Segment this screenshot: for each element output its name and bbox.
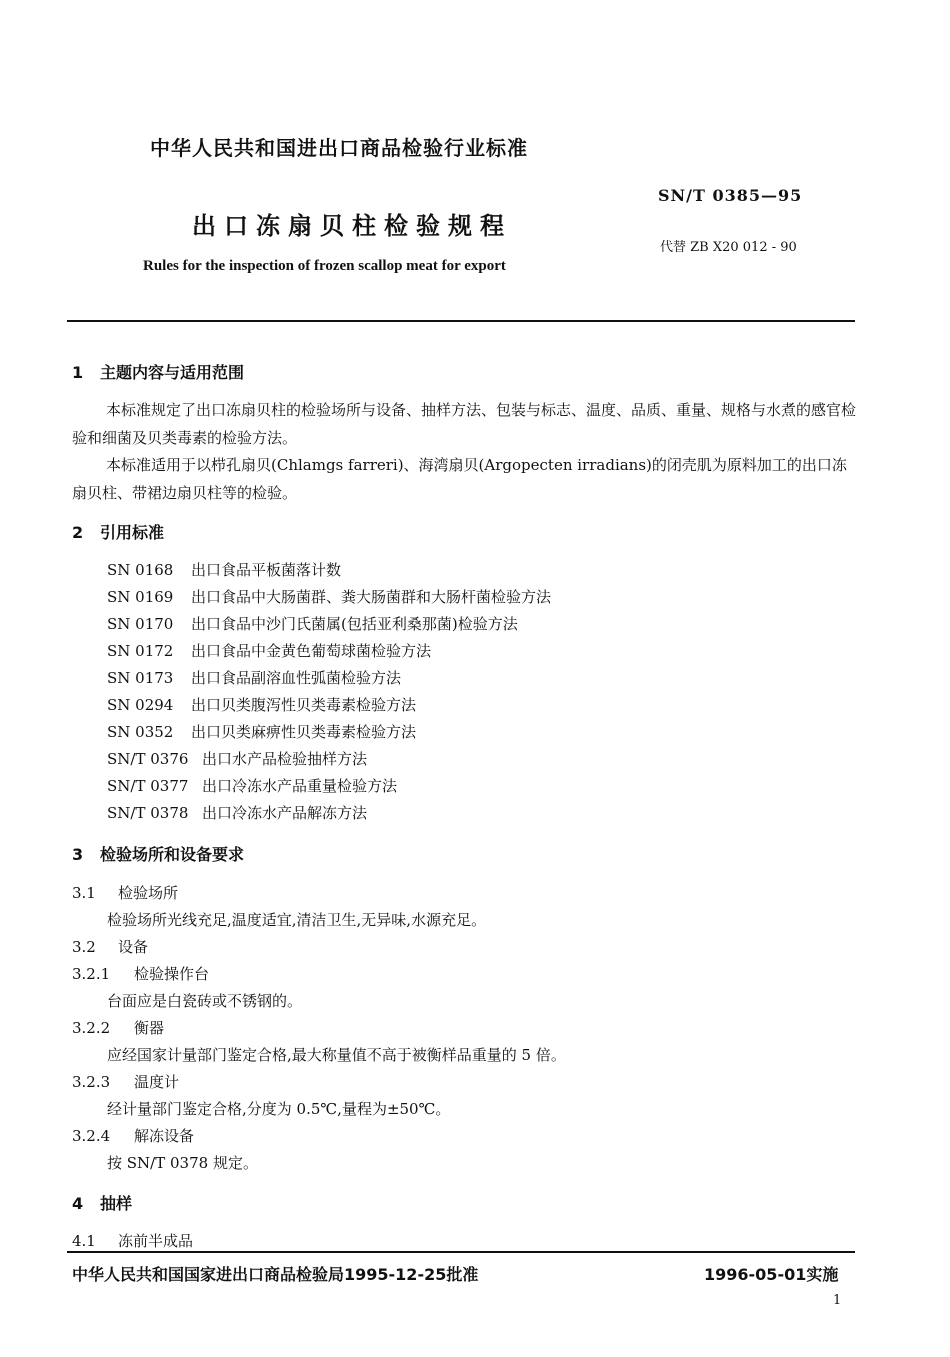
reference-item (107, 640, 431, 661)
subsection-3-2-3 (72, 1071, 179, 1092)
reference-code: SN 0173 (107, 669, 174, 687)
reference-title: 出口冷冻水产品解冻方法 (202, 804, 368, 822)
body-text: 检验场所光线充足,温度适宜,清洁卫生,无异味,水源充足。 (107, 911, 487, 929)
section-title: 主题内容与适用范围 (100, 363, 245, 382)
reference-title: 出口食品副溶血性弧菌检验方法 (191, 669, 402, 687)
section-number: 1 (72, 363, 84, 382)
body-text: 应经国家计量部门鉴定合格,最大称量值不高于被衡样品重量的 5 倍。 (107, 1046, 566, 1064)
document-title-cn: 出口冻扇贝柱检验规程 (192, 212, 512, 240)
section-number: 3 (72, 845, 84, 864)
reference-item (107, 721, 416, 742)
reference-item (107, 748, 367, 769)
reference-title: 出口食品中大肠菌群、粪大肠菌群和大肠杆菌检验方法 (191, 588, 552, 606)
reference-code: SN 0170 (107, 615, 174, 633)
reference-code: SN/T 0378 (107, 804, 189, 822)
section-title: 抽样 (100, 1194, 133, 1213)
reference-code: SN/T 0376 (107, 750, 189, 768)
body-text: 经计量部门鉴定合格,分度为 0.5℃,量程为±50℃。 (107, 1100, 451, 1118)
subsection-number: 3.1 (72, 884, 96, 902)
page-number: 1 (833, 1293, 842, 1308)
body-text: 按 SN/T 0378 规定。 (107, 1154, 258, 1172)
reference-item (107, 694, 416, 715)
paragraph: 本标准适用于以栉孔扇贝(Chlamgs farreri)、海湾扇贝(Argopecten irradians)的闭壳肌为原料加工的出口冻扇贝柱、带裙边扇贝柱等的检验。 (72, 456, 847, 502)
reference-item (107, 613, 518, 634)
header-divider (67, 320, 855, 322)
body-text: 台面应是白瓷砖或不锈钢的。 (107, 992, 303, 1010)
section-title: 检验场所和设备要求 (100, 845, 245, 864)
subsection-number: 4.1 (72, 1232, 96, 1250)
section-number: 2 (72, 523, 84, 542)
section-1-heading (72, 360, 244, 383)
subsection-3-2 (72, 936, 148, 957)
section-title: 引用标准 (100, 523, 165, 542)
reference-item (107, 802, 367, 823)
paragraph: 本标准规定了出口冻扇贝柱的检验场所与设备、抽样方法、包装与标志、温度、品质、重量、规格与水煮的感官检验和细菌及贝类毒素的检验方法。 (72, 401, 857, 447)
subsection-4-1 (72, 1230, 193, 1251)
reference-code: SN 0168 (107, 561, 174, 579)
reference-title: 出口水产品检验抽样方法 (202, 750, 368, 768)
subsection-title: 检验场所 (118, 884, 179, 902)
replaces-note: 代替 ZB X20 012 - 90 (660, 240, 797, 255)
reference-title: 出口贝类麻痹性贝类毒素检验方法 (191, 723, 417, 741)
subsection-title: 设备 (118, 938, 149, 956)
reference-item (107, 586, 551, 607)
subsection-title: 衡器 (134, 1019, 165, 1037)
reference-item (107, 667, 401, 688)
subsection-title: 解冻设备 (134, 1127, 195, 1145)
subsection-3-2-4 (72, 1125, 194, 1146)
section-number: 4 (72, 1194, 84, 1213)
reference-item (107, 559, 341, 580)
reference-code: SN 0294 (107, 696, 174, 714)
subsection-3-2-1 (72, 963, 209, 984)
approval-line: 中华人民共和国国家进出口商品检验局1995-12-25批准 (72, 1265, 479, 1284)
standard-code: SN/T 0385—95 (658, 186, 803, 205)
subsection-number: 3.2.2 (72, 1019, 111, 1037)
section-2-heading (72, 520, 164, 543)
footer-divider (67, 1251, 855, 1253)
effective-date: 1996-05-01实施 (704, 1265, 839, 1284)
reference-item (107, 775, 397, 796)
reference-code: SN/T 0377 (107, 777, 189, 795)
subsection-number: 3.2.3 (72, 1073, 111, 1091)
reference-title: 出口贝类腹泻性贝类毒素检验方法 (191, 696, 417, 714)
subsection-3-1 (72, 882, 178, 903)
document-title-en: Rules for the inspection of frozen scallop meat for export (143, 258, 506, 274)
issuing-body: 中华人民共和国进出口商品检验行业标准 (150, 136, 528, 160)
subsection-title: 冻前半成品 (118, 1232, 194, 1250)
subsection-title: 温度计 (134, 1073, 180, 1091)
subsection-title: 检验操作台 (134, 965, 210, 983)
subsection-3-2-2 (72, 1017, 164, 1038)
subsection-number: 3.2.4 (72, 1127, 111, 1145)
subsection-number: 3.2.1 (72, 965, 111, 983)
reference-code: SN 0172 (107, 642, 174, 660)
reference-title: 出口食品中沙门氏菌属(包括亚利桑那菌)检验方法 (191, 615, 518, 633)
subsection-number: 3.2 (72, 938, 96, 956)
reference-title: 出口食品平板菌落计数 (191, 561, 342, 579)
reference-code: SN 0352 (107, 723, 174, 741)
section-4-heading (72, 1191, 132, 1214)
reference-title: 出口食品中金黄色葡萄球菌检验方法 (191, 642, 432, 660)
reference-title: 出口冷冻水产品重量检验方法 (202, 777, 398, 795)
reference-code: SN 0169 (107, 588, 174, 606)
section-3-heading (72, 842, 244, 865)
